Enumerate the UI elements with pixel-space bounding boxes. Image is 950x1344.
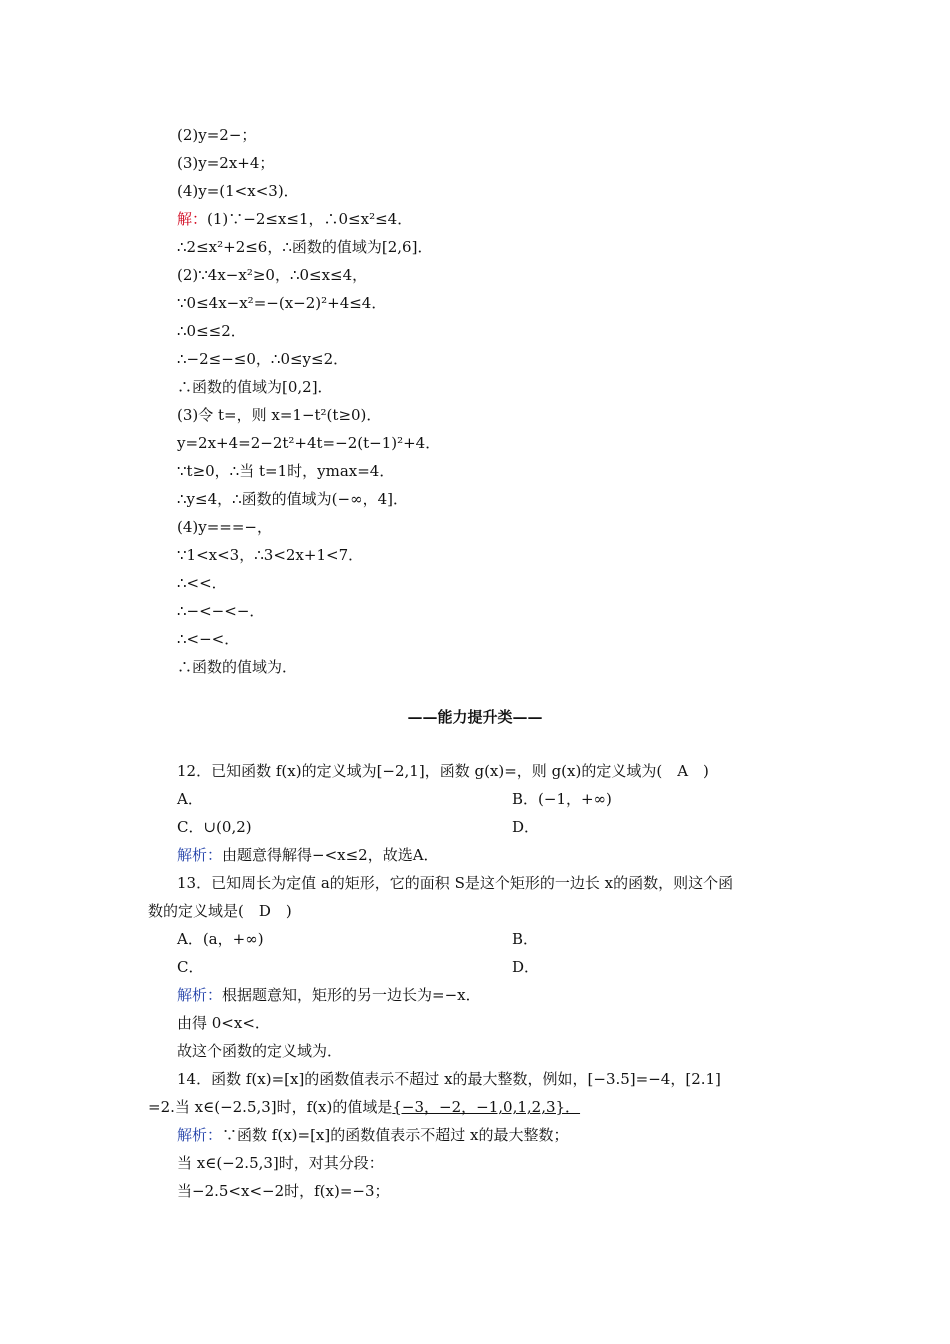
q12-option-a: A．: [177, 790, 203, 808]
problem-line-4: (4)y=(1<x<3)．: [177, 182, 299, 200]
solution-line: ∵1<x<3，∴3<2x+1<7．: [177, 546, 364, 564]
solution-line: ∵0≤4x−x²=−(x−2)²+4≤4．: [177, 294, 387, 312]
q13-option-c: C．: [177, 958, 204, 976]
q13-analysis-line: 故这个函数的定义域为．: [177, 1042, 343, 1060]
q14-analysis-line: 当−2.5<x<−2时，f(x)=−3；: [177, 1182, 390, 1200]
solution-line: ∴函数的值域为[0,2]．: [177, 378, 333, 396]
problem-line-2: (2)y=2−；: [177, 126, 257, 144]
solution-label: 解：: [177, 210, 208, 228]
q12-analysis: [177, 845, 439, 865]
solution-line: ∴<<．: [177, 574, 227, 592]
solution-line: ∴<−<．: [177, 630, 240, 648]
q12-option-d: D．: [512, 818, 540, 836]
analysis-text: 由题意得解得−<x≤2，故选A．: [222, 846, 439, 864]
q13-option-b: B．: [512, 930, 539, 948]
solution-text: (1)∵−2≤x≤1，∴0≤x²≤4．: [207, 210, 413, 228]
solution-line: (3)令 t=，则 x=1−t²(t≥0)．: [177, 406, 382, 424]
q14-analysis-line: 当 x∈(−2.5,3]时，对其分段：: [177, 1154, 384, 1172]
q14-analysis: [177, 1125, 568, 1145]
q12-option-b: B．(−1，+∞): [512, 790, 612, 808]
section-heading: ——能力提升类——: [407, 708, 543, 726]
q14-answer: {−3，−2，−1,0,1,2,3}．: [392, 1098, 581, 1116]
solution-line: (4)y===−，: [177, 518, 272, 536]
solution-line: ∴函数的值域为．: [177, 658, 298, 676]
q14-stem-prefix: =2.当 x∈(−2.5,3]时，f(x)的值域是: [148, 1098, 393, 1116]
solution-line-1: [177, 209, 412, 229]
q13-stem-cont: 数的定义域是( D ): [148, 902, 292, 920]
solution-line: ∴2≤x²+2≤6，∴函数的值域为[2,6]．: [177, 238, 433, 256]
q12-option-c: C．∪(0,2): [177, 818, 252, 836]
analysis-label: 解析：: [177, 986, 223, 1004]
solution-line: y=2x+4=2−2t²+4t=−2(t−1)²+4．: [177, 434, 441, 452]
q13-analysis: [177, 985, 481, 1005]
q13-stem: 13．已知周长为定值 a的矩形，它的面积 S是这个矩形的一边长 x的函数，则这个函: [177, 874, 734, 892]
q14-stem: 14．函数 f(x)=[x]的函数值表示不超过 x的最大整数，例如，[−3.5]=−4，[2.1]: [177, 1070, 721, 1088]
analysis-label: 解析：: [177, 1126, 223, 1144]
q13-option-a: A．(a，+∞): [177, 930, 264, 948]
q13-option-d: D．: [512, 958, 540, 976]
solution-line: ∴−2≤−≤0，∴0≤y≤2．: [177, 350, 349, 368]
solution-line: ∴y≤4，∴函数的值域为(−∞，4]．: [177, 490, 408, 508]
solution-line: ∴−<−<−．: [177, 602, 265, 620]
analysis-text: ∵函数 f(x)=[x]的函数值表示不超过 x的最大整数；: [222, 1126, 569, 1144]
solution-line: ∴0≤≤2．: [177, 322, 246, 340]
analysis-text: 根据题意知，矩形的另一边长为=−x．: [222, 986, 481, 1004]
q12-stem: 12．已知函数 f(x)的定义域为[−2,1]，函数 g(x)=，则 g(x)的定义域为( A ): [177, 762, 709, 780]
problem-line-3: (3)y=2x+4；: [177, 154, 275, 172]
solution-line: ∵t≥0，∴当 t=1时，ymax=4．: [177, 462, 395, 480]
q13-analysis-line: 由得 0<x<．: [177, 1014, 270, 1032]
analysis-label: 解析：: [177, 846, 223, 864]
q14-stem-cont: [148, 1097, 580, 1117]
solution-line: (2)∵4x−x²≥0，∴0≤x≤4，: [177, 266, 368, 284]
